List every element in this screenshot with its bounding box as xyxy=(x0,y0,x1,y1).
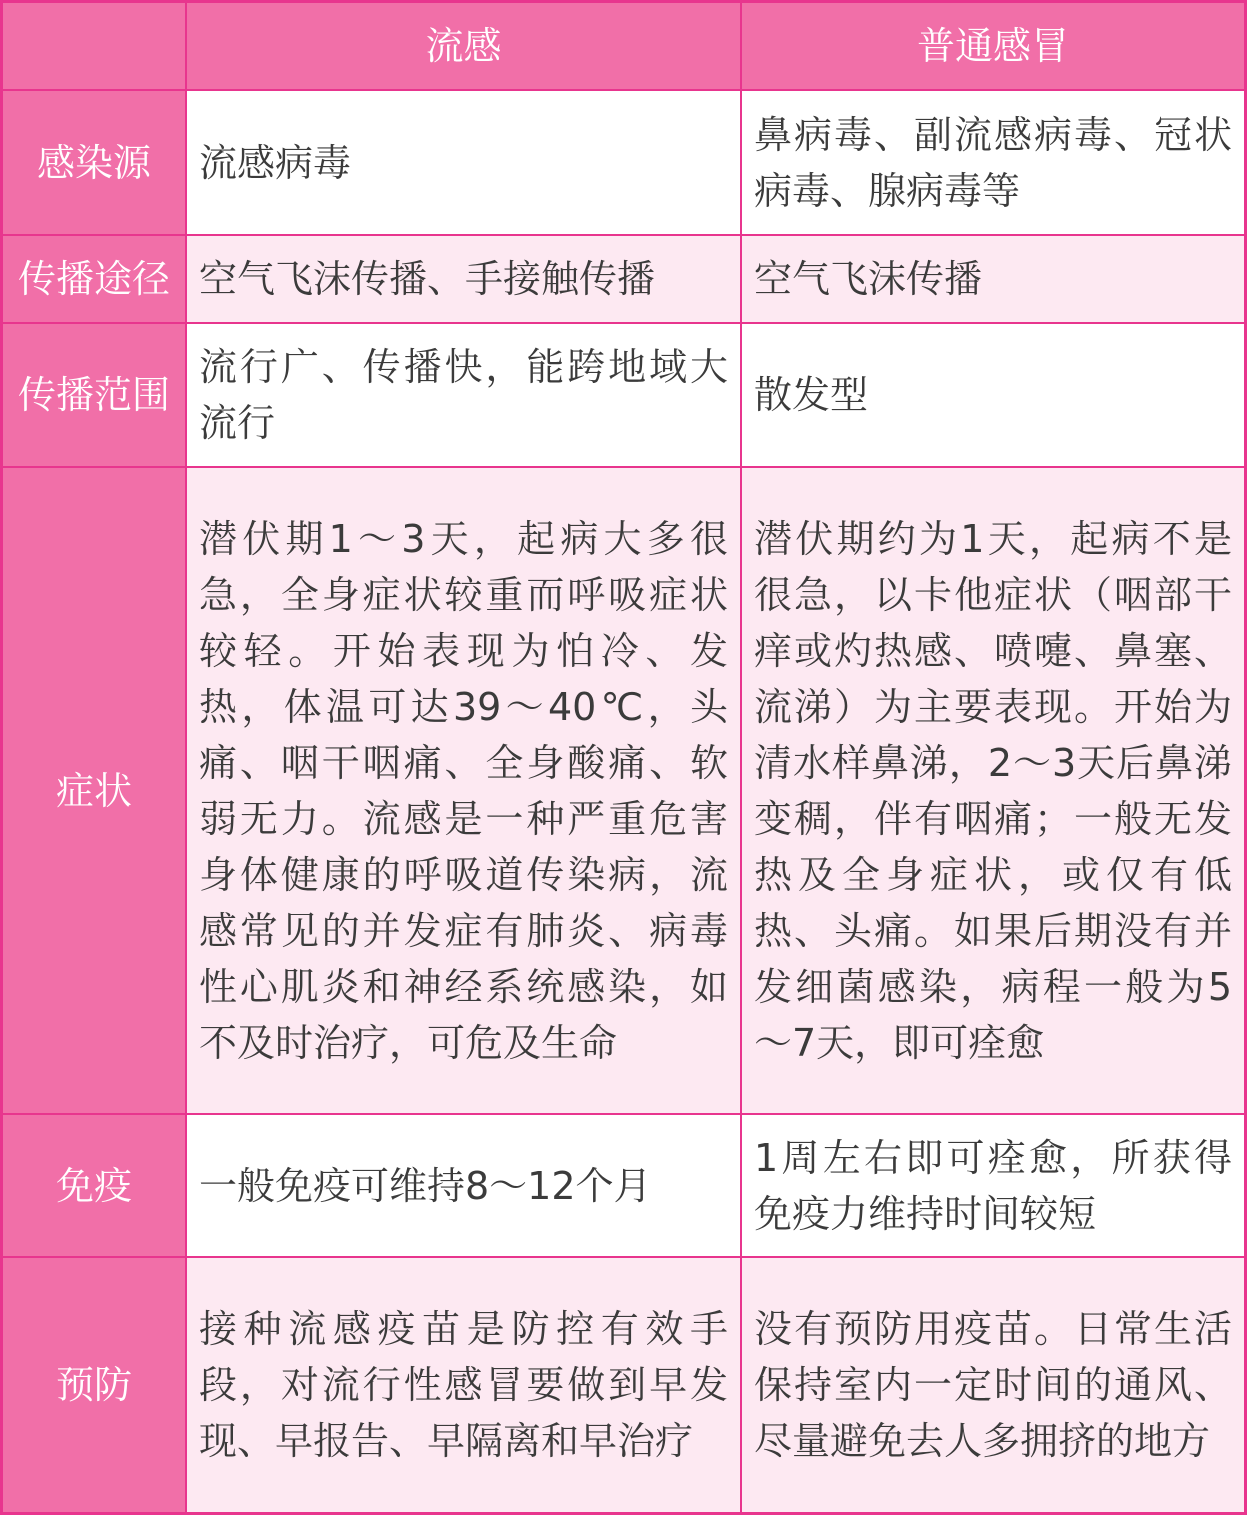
flu-transmission-scope: 流行广、传播快，能跨地域大流行 xyxy=(187,324,740,466)
row-label-transmission-route: 传播途径 xyxy=(3,236,185,322)
row-label-transmission-scope: 传播范围 xyxy=(3,324,185,466)
row-label-infection-source: 感染源 xyxy=(3,91,185,234)
cold-transmission-scope: 散发型 xyxy=(742,324,1244,466)
cold-immunity: 1周左右即可痊愈，所获得免疫力维持时间较短 xyxy=(742,1115,1244,1256)
flu-immunity: 一般免疫可维持8～12个月 xyxy=(187,1115,740,1256)
header-common-cold xyxy=(742,3,1244,89)
flu-transmission-route: 空气飞沫传播、手接触传播 xyxy=(187,236,740,322)
row-label-prevention: 预防 xyxy=(3,1258,185,1512)
row-label-immunity: 免疫 xyxy=(3,1115,185,1256)
flu-prevention: 接种流感疫苗是防控有效手段，对流行性感冒要做到早发现、早报告、早隔离和早治疗 xyxy=(187,1258,740,1512)
cold-symptoms: 潜伏期约为1天，起病不是很急，以卡他症状（咽部干痒或灼热感、喷嚏、鼻塞、流涕）为主要表现。开始为清水样鼻涕，2～3天后鼻涕变稠，伴有咽痛；一般无发热及全身症状，或仅有低热、头痛。如果后期没有并发细菌感染，病程一般为5～7天，即可痊愈 xyxy=(742,468,1244,1113)
header-flu xyxy=(187,3,740,89)
flu-infection-source: 流感病毒 xyxy=(187,91,740,234)
header-flu-text: 流感 xyxy=(425,24,502,68)
cold-transmission-route: 空气飞沫传播 xyxy=(742,236,1244,322)
cold-infection-source: 鼻病毒、副流感病毒、冠状病毒、腺病毒等 xyxy=(742,91,1244,234)
cold-prevention: 没有预防用疫苗。日常生活保持室内一定时间的通风、尽量避免去人多拥挤的地方 xyxy=(742,1258,1244,1512)
header-cold-text: 普通感冒 xyxy=(916,24,1069,68)
row-label-symptoms: 症状 xyxy=(3,468,185,1113)
header-corner-cell xyxy=(3,3,185,89)
flu-symptoms: 潜伏期1～3天，起病大多很急，全身症状较重而呼吸症状较轻。开始表现为怕冷、发热，体温可达39～40℃，头痛、咽干咽痛、全身酸痛、软弱无力。流感是一种严重危害身体健康的呼吸道传染病，流感常见的并发症有肺炎、病毒性心肌炎和神经系统感染，如不及时治疗，可危及生命 xyxy=(187,468,740,1113)
